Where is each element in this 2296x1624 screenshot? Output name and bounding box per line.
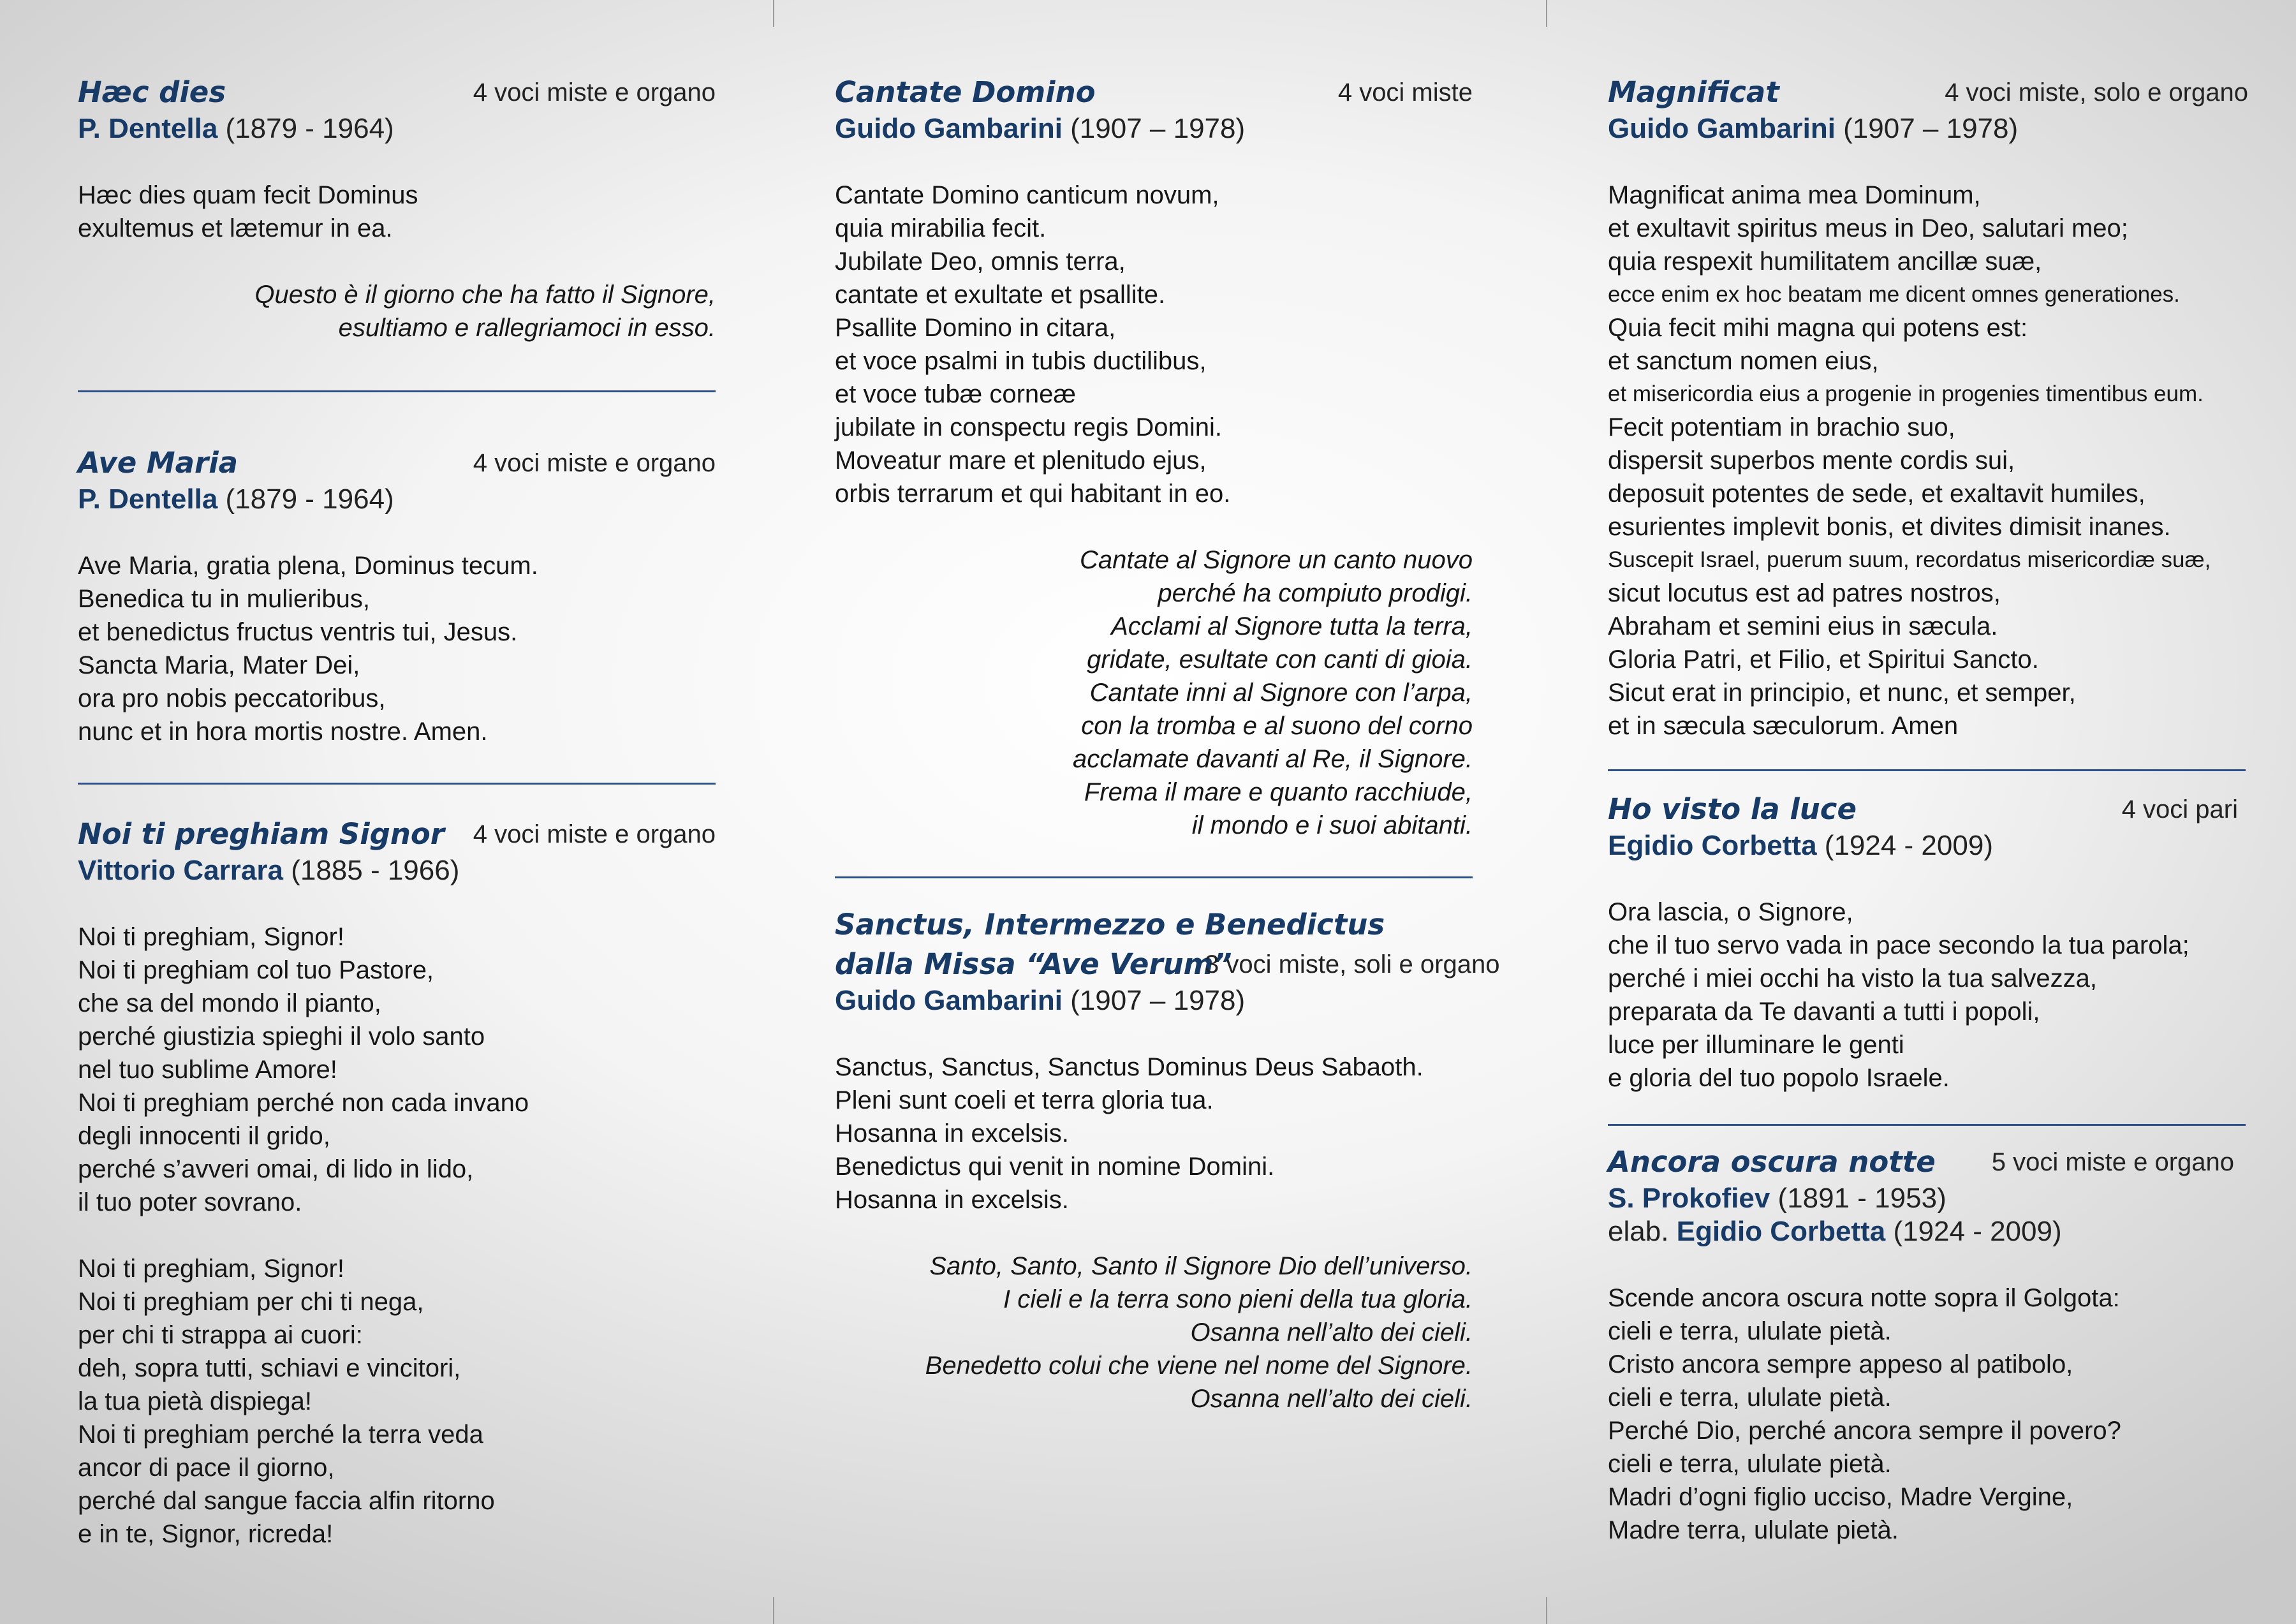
arranger-dates: (1924 - 2009) [1893,1216,2062,1247]
text-line: Jubilate Deo, omnis terra, [835,247,1126,276]
text-line: Magnificat anima mea Dominum, [1608,181,1981,209]
piece-title-line-2: dalla Missa “Ave Verum” [835,947,1232,981]
text-line: perché dal sangue faccia alfin ritorno [78,1487,495,1515]
text-line: Hosanna in excelsis. [835,1186,1069,1214]
text-line: et sanctum nomen eius, [1608,347,1879,375]
composer-dates: (1907 – 1978) [1070,113,1246,144]
piece-ho-visto-la-luce [1608,790,2246,1095]
text-line: degli innocenti il grido, [78,1122,330,1150]
text-line: nunc et in hora mortis nostre. Amen. [78,718,488,746]
stanza-2 [78,1252,716,1551]
italian-translation [835,1250,1473,1415]
composer-name: P. Dentella [78,113,218,144]
text-line: che sa del mondo il pianto, [78,989,381,1017]
text-line: Santo, Santo, Santo il Signore Dio dell’universo. [929,1252,1473,1280]
text-line: Noi ti preghiam perché non cada invano [78,1089,529,1117]
text-line: Noi ti preghiam per chi ti nega, [78,1288,424,1316]
latin-text [78,549,716,748]
composer-line [78,854,716,887]
text-line: Perché Dio, perché ancora sempre il povero? [1608,1417,2121,1445]
composer-dates: (1907 – 1978) [1070,985,1246,1016]
composer-dates: (1907 – 1978) [1843,113,2019,144]
text-line: la tua pietà dispiega! [78,1387,312,1415]
piece-noi-ti-preghiam [78,815,716,1551]
composer-line [835,984,1473,1017]
text-line: e in te, Signor, ricreda! [78,1520,334,1548]
composer-name: Guido Gambarini [835,985,1063,1016]
text-line: Benedictus qui venit in nomine Domini. [835,1153,1275,1181]
composer-line [1608,1182,2246,1215]
text-line: Ave Maria, gratia plena, Dominus tecum. [78,552,538,580]
composer-dates: (1879 - 1964) [225,113,394,144]
piece-title-line-1: Sanctus, Intermezzo e Benedictus [835,908,1385,941]
composer-line [78,112,716,145]
piece-title: Hæc dies [78,75,226,109]
voices-label: 5 voci miste e organo [1991,1148,2234,1176]
text-line: Moveatur mare et plenitudo ejus, [835,447,1207,475]
column-2 [835,0,1500,1624]
text-line: per chi ti strappa ai cuori: [78,1321,363,1349]
text-line: Sicut erat in principio, et nunc, et semper, [1608,679,2076,707]
text-line: il tuo poter sovrano. [78,1188,302,1216]
composer-name: Egidio Corbetta [1608,830,1817,861]
text-line: deh, sopra tutti, schiavi e vincitori, [78,1354,461,1382]
text-line: deposuit potentes de sede, et exaltavit humiles, [1608,480,2145,508]
fold-mark-bottom-left [773,1597,774,1624]
elab-prefix: elab. [1608,1216,1669,1247]
text-line: sicut locutus est ad patres nostros, [1608,579,2001,607]
text-line: e gloria del tuo popolo Israele. [1608,1064,1950,1092]
text-line: Sanctus, Sanctus, Sanctus Dominus Deus Sabaoth. [835,1053,1424,1081]
composer-name: S. Prokofiev [1608,1183,1770,1214]
text-line: ecce enim ex hoc beatam me dicent omnes generationes. [1608,282,2180,307]
text-line: cantate et exultate et psallite. [835,281,1166,309]
text-line: preparata da Te davanti a tutti i popoli, [1608,998,2040,1026]
text-line: orbis terrarum et qui habitant in eo. [835,480,1231,508]
section-divider [835,876,1473,878]
composer-dates: (1924 - 2009) [1824,830,1993,861]
piece-title: Magnificat [1608,75,1779,109]
voices-label: 4 voci miste e organo [473,449,716,477]
text-line: et benedictus fructus ventris tui, Jesus. [78,618,518,646]
piece-sanctus [835,905,1500,1415]
column-3 [1608,0,2246,1624]
text-line: con la tromba e al suono del corno [1081,712,1473,740]
text-line: Pleni sunt coeli et terra gloria tua. [835,1086,1214,1114]
section-divider [78,390,716,392]
text-line: Noi ti preghiam, Signor! [78,1255,344,1283]
voices-label: 4 voci miste e organo [473,820,716,848]
text-line: acclamate davanti al Re, il Signore. [1073,745,1473,773]
song-text [1608,1281,2246,1547]
latin-text [835,1051,1473,1216]
text-line: Cantate al Signore un canto nuovo [1080,546,1473,574]
text-line: Osanna nell’alto dei cieli. [1190,1385,1473,1413]
section-divider [78,783,716,785]
text-line: Sancta Maria, Mater Dei, [78,651,360,679]
piece-title: Ave Maria [78,446,239,480]
voices-label: 4 voci miste, solo e organo [1945,78,2248,107]
text-line: nel tuo sublime Amore! [78,1056,337,1084]
text-line: esurientes implevit bonis, et divites dimisit inanes. [1608,513,2171,541]
fold-mark-bottom-right [1546,1597,1547,1624]
voices-label: 4 voci pari [2121,795,2238,823]
column-1 [78,0,716,1624]
composer-name: P. Dentella [78,484,218,515]
text-line: Questo è il giorno che ha fatto il Signore, [254,281,716,309]
text-line: Gloria Patri, et Filio, et Spiritui Sancto. [1608,646,2039,674]
piece-cantate-domino [835,73,1473,842]
piece-title: Ho visto la luce [1608,792,1857,826]
text-line: Cristo ancora sempre appeso al patibolo, [1608,1350,2073,1378]
text-line: cieli e terra, ululate pietà. [1608,1317,1892,1345]
fold-mark-top-left [773,0,774,27]
text-line: ancor di pace il giorno, [78,1454,335,1482]
text-line: Abraham et semini eius in sæcula. [1608,612,1998,640]
text-line: I cieli e la terra sono pieni della tua gloria. [1003,1285,1473,1313]
text-line: gridate, esultate con canti di gioia. [1087,646,1473,674]
text-line: Scende ancora oscura notte sopra il Golgota: [1608,1284,2120,1312]
arranger-name: Egidio Corbetta [1676,1216,1886,1247]
text-line: cieli e terra, ululate pietà. [1608,1384,1892,1412]
stanza-1 [78,920,716,1219]
text-line: esultiamo e rallegriamoci in esso. [338,314,716,342]
text-line: exultemus et lætemur in ea. [78,214,393,242]
section-divider [1608,1124,2246,1126]
text-line: et exultavit spiritus meus in Deo, salutari meo; [1608,214,2128,242]
text-line: Osanna nell’alto dei cieli. [1190,1318,1473,1347]
composer-name: Guido Gambarini [835,113,1063,144]
text-line: Fecit potentiam in brachio suo, [1608,413,1955,441]
piece-haec-dies [78,73,716,344]
piece-title: Cantate Domino [835,75,1096,109]
text-line: dispersit superbos mente cordis sui, [1608,447,2015,475]
piece-ancora-oscura-notte [1608,1142,2246,1547]
piece-ave-maria [78,443,716,748]
text-line: che il tuo servo vada in pace secondo la tua parola; [1608,931,2189,959]
voices-label: 4 voci miste [1337,78,1473,107]
piece-magnificat [1608,73,2246,742]
text-line: Quia fecit mihi magna qui potens est: [1608,314,2028,342]
composer-line [78,483,716,516]
text-line: perché ha compiuto prodigi. [1158,579,1473,607]
text-line: luce per illuminare le genti [1608,1031,1904,1059]
text-line: Psallite Domino in citara, [835,314,1116,342]
text-line: Madri d’ogni figlio ucciso, Madre Vergine, [1608,1483,2073,1511]
text-line: Acclami al Signore tutta la terra, [1111,612,1473,640]
text-line: et voce tubæ corneæ [835,380,1076,408]
text-line: Madre terra, ululate pietà. [1608,1516,1899,1544]
text-line: Ora lascia, o Signore, [1608,898,1853,926]
text-line: Hosanna in excelsis. [835,1119,1069,1148]
section-divider [1608,769,2246,771]
text-line: Cantate inni al Signore con l’arpa, [1089,679,1473,707]
song-text [1608,896,2246,1095]
composer-dates: (1885 - 1966) [291,855,460,886]
italian-translation [78,278,716,344]
voices-label: 3 voci miste, soli e organo [1205,950,1500,978]
text-line: jubilate in conspectu regis Domini. [835,413,1222,441]
text-line: Frema il mare e quanto racchiude, [1084,778,1473,806]
composer-line [835,112,1473,145]
text-line: Benedica tu in mulieribus, [78,585,371,613]
latin-text [1608,179,2246,742]
text-line: Hæc dies quam fecit Dominus [78,181,418,209]
text-line: perché giustizia spieghi il volo santo [78,1022,485,1051]
composer-name: Vittorio Carrara [78,855,283,886]
text-line: Cantate Domino canticum novum, [835,181,1219,209]
piece-title: Ancora oscura notte [1608,1145,1936,1179]
text-line: perché i miei occhi ha visto la tua salvezza, [1608,964,2098,993]
voices-label: 4 voci miste e organo [473,78,716,107]
text-line: quia mirabilia fecit. [835,214,1047,242]
fold-mark-top-right [1546,0,1547,27]
arranger-line [1608,1215,2246,1248]
text-line: cieli e terra, ululate pietà. [1608,1450,1892,1478]
text-line: Noi ti preghiam perché la terra veda [78,1421,483,1449]
text-line: et misericordia eius a progenie in progenies timentibus eum. [1608,381,2204,406]
text-line: et voce psalmi in tubis ductilibus, [835,347,1207,375]
composer-name: Guido Gambarini [1608,113,1836,144]
latin-text [78,179,716,245]
text-line: Suscepit Israel, puerum suum, recordatus misericordiæ suæ, [1608,547,2211,572]
text-line: Noi ti preghiam, Signor! [78,923,344,951]
text-line: il mondo e i suoi abitanti. [1191,811,1473,839]
composer-line [1608,112,2246,145]
text-line: Noi ti preghiam col tuo Pastore, [78,956,434,984]
piece-title: Noi ti preghiam Signor [78,817,445,851]
text-line: quia respexit humilitatem ancillæ suæ, [1608,247,2042,276]
text-line: perché s’avveri omai, di lido in lido, [78,1155,474,1183]
text-line: Benedetto colui che viene nel nome del Signore. [925,1352,1473,1380]
composer-dates: (1879 - 1964) [225,484,394,515]
text-line: ora pro nobis peccatoribus, [78,684,386,712]
latin-text [835,179,1473,510]
text-line: et in sæcula sæculorum. Amen [1608,712,1959,740]
composer-line [1608,829,2246,862]
composer-dates: (1891 - 1953) [1777,1183,1946,1214]
italian-translation [835,543,1473,842]
